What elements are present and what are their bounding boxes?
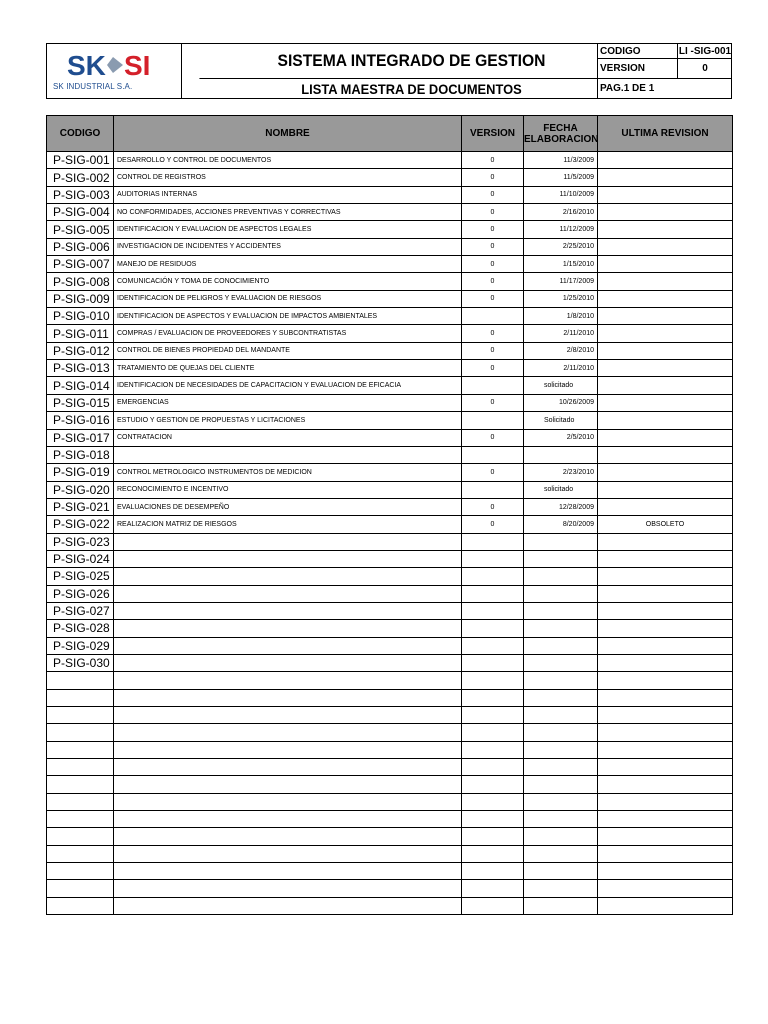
cell-revision [598,446,733,463]
cell-version: 0 [462,325,524,342]
cell-revision [598,498,733,515]
cell-fecha [524,672,598,689]
cell-version: 0 [462,360,524,377]
cell-codigo: P-SIG-019 [47,464,114,481]
cell-nombre [114,793,462,810]
cell-version: 0 [462,152,524,169]
cell-revision [598,724,733,741]
table-row [47,620,733,637]
cell-codigo: P-SIG-015 [47,394,114,411]
table-row [47,169,733,186]
cell-revision: OBSOLETO [598,516,733,533]
documents-table [46,115,733,915]
cell-fecha: solicitado [524,481,598,498]
table-row [47,481,733,498]
cell-codigo [47,776,114,793]
cell-version [462,828,524,845]
column-header-fecha: FECHA ELABORACION [524,116,598,152]
cell-nombre [114,672,462,689]
cell-revision [598,845,733,862]
cell-fecha: 1/8/2010 [524,308,598,325]
cell-revision [598,897,733,914]
cell-nombre: MANEJO DE RESIDUOS [114,256,462,273]
cell-version [462,533,524,550]
cell-codigo: P-SIG-001 [47,152,114,169]
cell-revision [598,290,733,307]
cell-revision [598,221,733,238]
cell-version [462,602,524,619]
cell-version: 0 [462,394,524,411]
cell-fecha [524,880,598,897]
cell-revision [598,325,733,342]
cell-version: 0 [462,169,524,186]
table-row [47,550,733,567]
cell-revision [598,152,733,169]
cell-codigo: P-SIG-006 [47,238,114,255]
table-row [47,238,733,255]
cell-nombre [114,863,462,880]
cell-nombre [114,880,462,897]
meta-key: VERSION [598,59,678,78]
cell-version: 0 [462,429,524,446]
table-row [47,446,733,463]
cell-fecha [524,845,598,862]
cell-codigo: P-SIG-002 [47,169,114,186]
cell-nombre [114,707,462,724]
cell-nombre [114,828,462,845]
cell-revision [598,828,733,845]
cell-fecha: 2/16/2010 [524,204,598,221]
cell-codigo: P-SIG-018 [47,446,114,463]
cell-codigo: P-SIG-004 [47,204,114,221]
cell-nombre [114,533,462,550]
cell-codigo: P-SIG-023 [47,533,114,550]
cell-revision [598,793,733,810]
cell-fecha: 2/11/2010 [524,325,598,342]
cell-fecha: 8/20/2009 [524,516,598,533]
cell-nombre: EVALUACIONES DE DESEMPEÑO [114,498,462,515]
table-row [47,637,733,654]
cell-version: 0 [462,290,524,307]
cell-codigo [47,724,114,741]
cell-nombre [114,811,462,828]
cell-version: 0 [462,516,524,533]
cell-nombre [114,550,462,567]
cell-codigo: P-SIG-003 [47,186,114,203]
cell-codigo [47,880,114,897]
cell-fecha [524,689,598,706]
cell-version [462,637,524,654]
cell-nombre: CONTROL DE REGISTROS [114,169,462,186]
table-row [47,568,733,585]
table-body [47,152,733,915]
table-row [47,377,733,394]
table-row [47,897,733,914]
cell-revision [598,204,733,221]
cell-fecha [524,585,598,602]
table-row [47,152,733,169]
cell-nombre [114,897,462,914]
cell-nombre [114,741,462,758]
company-logo [47,44,182,98]
cell-fecha [524,550,598,567]
cell-revision [598,550,733,567]
table-row [47,325,733,342]
table-row [47,602,733,619]
document-title: SISTEMA INTEGRADO DE GESTION [199,44,623,79]
cell-codigo: P-SIG-007 [47,256,114,273]
cell-nombre [114,568,462,585]
cell-nombre: TRATAMIENTO DE QUEJAS DEL CLIENTE [114,360,462,377]
meta-row-codigo [598,44,732,59]
cell-revision [598,672,733,689]
cell-nombre: DESARROLLO Y CONTROL DE DOCUMENTOS [114,152,462,169]
cell-version: 0 [462,464,524,481]
table-row [47,689,733,706]
cell-fecha: 11/3/2009 [524,152,598,169]
cell-fecha: 2/23/2010 [524,464,598,481]
cell-fecha [524,759,598,776]
cell-version [462,724,524,741]
table-row [47,516,733,533]
cell-version [462,568,524,585]
table-row [47,828,733,845]
document-meta [597,44,732,98]
cell-fecha [524,568,598,585]
cell-fecha: Solicitado [524,412,598,429]
table-row [47,863,733,880]
cell-revision [598,654,733,671]
meta-key: PAG.1 DE 1 [600,83,655,94]
cell-revision [598,811,733,828]
cell-revision [598,273,733,290]
cell-fecha [524,897,598,914]
cell-version [462,308,524,325]
cell-revision [598,308,733,325]
table-row [47,793,733,810]
table-row [47,273,733,290]
column-header-version: VERSION [462,116,524,152]
table-row [47,707,733,724]
column-header-codigo: CODIGO [47,116,114,152]
cell-fecha: 2/11/2010 [524,360,598,377]
cell-version [462,412,524,429]
cell-nombre: INVESTIGACION DE INCIDENTES Y ACCIDENTES [114,238,462,255]
cell-version [462,585,524,602]
table-row [47,776,733,793]
cell-fecha: solicitado [524,377,598,394]
table-row [47,845,733,862]
cell-codigo [47,863,114,880]
cell-version [462,672,524,689]
cell-codigo [47,689,114,706]
table-row [47,429,733,446]
cell-revision [598,568,733,585]
cell-nombre [114,620,462,637]
table-row [47,360,733,377]
cell-fecha [524,446,598,463]
cell-fecha: 10/26/2009 [524,394,598,411]
table-row [47,533,733,550]
cell-version: 0 [462,256,524,273]
cell-codigo: P-SIG-016 [47,412,114,429]
cell-fecha: 11/10/2009 [524,186,598,203]
cell-codigo [47,672,114,689]
cell-revision [598,256,733,273]
cell-fecha [524,776,598,793]
cell-codigo: P-SIG-026 [47,585,114,602]
cell-nombre: COMUNICACIÓN Y TOMA DE CONOCIMIENTO [114,273,462,290]
meta-value: LI -SIG-001 [678,45,732,57]
cell-revision [598,238,733,255]
cell-codigo: P-SIG-021 [47,498,114,515]
table-row [47,221,733,238]
cell-codigo: P-SIG-027 [47,602,114,619]
cell-revision [598,741,733,758]
table-row [47,880,733,897]
table-row [47,464,733,481]
table-row [47,412,733,429]
cell-nombre [114,776,462,793]
column-header-revision: ULTIMA REVISION [598,116,733,152]
sksi-logo-icon [67,51,167,79]
cell-version [462,776,524,793]
cell-revision [598,429,733,446]
cell-revision [598,585,733,602]
cell-nombre: RECONOCIMIENTO E INCENTIVO [114,481,462,498]
cell-version [462,811,524,828]
cell-nombre: CONTROL DE BIENES PROPIEDAD DEL MANDANTE [114,342,462,359]
document-header [46,43,732,99]
cell-codigo: P-SIG-028 [47,620,114,637]
table-row [47,186,733,203]
cell-fecha: 2/25/2010 [524,238,598,255]
cell-revision [598,360,733,377]
cell-version [462,845,524,862]
table-row [47,290,733,307]
cell-codigo: P-SIG-005 [47,221,114,238]
cell-version [462,654,524,671]
cell-version: 0 [462,186,524,203]
cell-version [462,759,524,776]
cell-revision [598,377,733,394]
cell-codigo [47,741,114,758]
cell-revision [598,759,733,776]
cell-nombre: CONTROL METROLOGICO INSTRUMENTOS DE MEDICION [114,464,462,481]
cell-codigo: P-SIG-009 [47,290,114,307]
logo-subtitle: SK INDUSTRIAL S.A. [53,82,133,91]
cell-revision [598,776,733,793]
cell-revision [598,533,733,550]
cell-fecha: 12/28/2009 [524,498,598,515]
cell-revision [598,707,733,724]
cell-fecha [524,724,598,741]
cell-fecha [524,793,598,810]
cell-fecha: 2/8/2010 [524,342,598,359]
cell-fecha [524,863,598,880]
cell-fecha [524,741,598,758]
cell-fecha [524,654,598,671]
cell-nombre [114,845,462,862]
table-row [47,654,733,671]
cell-version [462,793,524,810]
cell-revision [598,481,733,498]
cell-version [462,446,524,463]
cell-codigo: P-SIG-012 [47,342,114,359]
cell-nombre [114,759,462,776]
table-row [47,342,733,359]
cell-codigo: P-SIG-013 [47,360,114,377]
cell-version [462,689,524,706]
cell-version [462,741,524,758]
cell-revision [598,637,733,654]
logo-text-sk: SK [67,51,106,79]
cell-codigo [47,811,114,828]
cell-fecha [524,637,598,654]
cell-nombre [114,637,462,654]
cell-codigo: P-SIG-030 [47,654,114,671]
cell-fecha: 11/5/2009 [524,169,598,186]
table-row [47,811,733,828]
cell-nombre [114,654,462,671]
column-header-nombre: NOMBRE [114,116,462,152]
table-row [47,672,733,689]
cell-codigo [47,897,114,914]
cell-codigo: P-SIG-029 [47,637,114,654]
cell-codigo: P-SIG-008 [47,273,114,290]
cell-revision [598,689,733,706]
table-row [47,741,733,758]
cell-revision [598,620,733,637]
document-subtitle: LISTA MAESTRA DE DOCUMENTOS [301,80,522,97]
cell-fecha: 2/5/2010 [524,429,598,446]
cell-revision [598,464,733,481]
cell-codigo [47,828,114,845]
cell-revision [598,602,733,619]
cell-fecha: 11/12/2009 [524,221,598,238]
cell-nombre: IDENTIFICACION DE PELIGROS Y EVALUACION DE RIESGOS [114,290,462,307]
table-row [47,256,733,273]
cell-codigo: P-SIG-024 [47,550,114,567]
cell-version [462,863,524,880]
cell-version: 0 [462,204,524,221]
cell-nombre [114,724,462,741]
cell-codigo: P-SIG-011 [47,325,114,342]
table-row [47,394,733,411]
cell-nombre: EMERGENCIAS [114,394,462,411]
cell-version [462,897,524,914]
cell-codigo: P-SIG-022 [47,516,114,533]
cell-fecha [524,533,598,550]
cell-nombre [114,602,462,619]
cell-revision [598,186,733,203]
meta-row-version [598,59,732,79]
cell-revision [598,394,733,411]
cell-codigo [47,793,114,810]
cell-fecha [524,811,598,828]
cell-revision [598,863,733,880]
meta-value: 0 [702,63,708,74]
cell-version [462,481,524,498]
cell-nombre: COMPRAS / EVALUACION DE PROVEEDORES Y SUBCONTRATISTAS [114,325,462,342]
cell-revision [598,412,733,429]
cell-version: 0 [462,498,524,515]
cell-fecha: 11/17/2009 [524,273,598,290]
logo-diamond-icon [107,57,123,73]
cell-codigo [47,707,114,724]
table-row [47,585,733,602]
cell-version: 0 [462,342,524,359]
table-row [47,724,733,741]
cell-codigo: P-SIG-017 [47,429,114,446]
cell-nombre: NO CONFORMIDADES, ACCIONES PREVENTIVAS Y CORRECTIVAS [114,204,462,221]
table-row [47,498,733,515]
cell-version [462,377,524,394]
cell-version [462,620,524,637]
meta-row-page [598,79,732,98]
cell-version: 0 [462,273,524,290]
cell-revision [598,880,733,897]
cell-fecha: 1/15/2010 [524,256,598,273]
cell-codigo: P-SIG-025 [47,568,114,585]
cell-codigo: P-SIG-020 [47,481,114,498]
cell-nombre: REALIZACION MATRIZ DE RIESGOS [114,516,462,533]
cell-nombre: IDENTIFICACION DE ASPECTOS Y EVALUACION DE IMPACTOS AMBIENTALES [114,308,462,325]
cell-nombre: ESTUDIO Y GESTION DE PROPUESTAS Y LICITACIONES [114,412,462,429]
cell-fecha [524,828,598,845]
table-row [47,759,733,776]
cell-nombre [114,446,462,463]
cell-fecha [524,707,598,724]
logo-text-si: SI [124,51,151,79]
cell-nombre [114,689,462,706]
cell-nombre: IDENTIFICACION DE NECESIDADES DE CAPACITACION Y EVALUACION DE EFICACIA [114,377,462,394]
cell-revision [598,342,733,359]
cell-codigo [47,759,114,776]
cell-version [462,707,524,724]
cell-nombre [114,585,462,602]
cell-version [462,880,524,897]
cell-fecha [524,602,598,619]
cell-nombre: AUDITORIAS INTERNAS [114,186,462,203]
cell-codigo: P-SIG-014 [47,377,114,394]
meta-key: CODIGO [598,44,678,58]
table-header-row [47,116,733,152]
cell-codigo [47,845,114,862]
cell-revision [598,169,733,186]
meta-value [678,79,732,98]
cell-fecha: 1/25/2010 [524,290,598,307]
table-row [47,204,733,221]
cell-nombre: IDENTIFICACION Y EVALUACION DE ASPECTOS LEGALES [114,221,462,238]
cell-nombre: CONTRATACION [114,429,462,446]
cell-version: 0 [462,238,524,255]
cell-fecha [524,620,598,637]
cell-version: 0 [462,221,524,238]
table-row [47,308,733,325]
cell-codigo: P-SIG-010 [47,308,114,325]
cell-version [462,550,524,567]
